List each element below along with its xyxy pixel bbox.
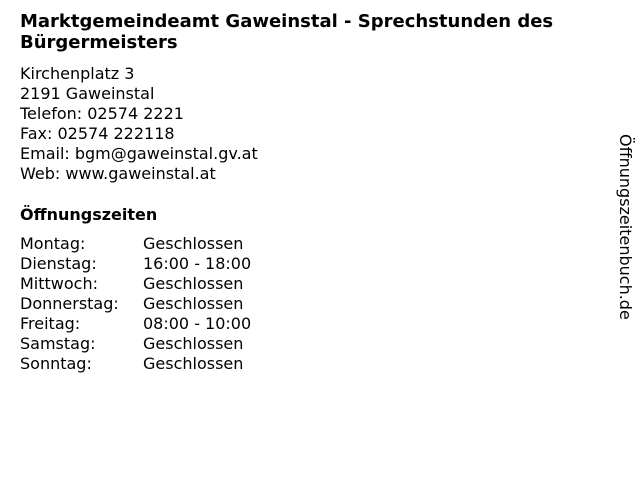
address-web: Web: www.gaweinstal.at <box>20 164 216 183</box>
page-title: Marktgemeindeamt Gaweinstal - Sprechstunden des Bürgermeisters <box>20 11 554 53</box>
hours-day: Sonntag: <box>20 354 92 373</box>
hours-row-sunday <box>20 354 251 374</box>
hours-time: Geschlossen <box>143 234 244 253</box>
hours-day: Dienstag: <box>20 254 97 273</box>
opening-hours-table <box>20 234 251 374</box>
address-city: 2191 Gaweinstal <box>20 84 155 103</box>
hours-row-saturday <box>20 334 251 354</box>
hours-day: Freitag: <box>20 314 81 333</box>
address-street: Kirchenplatz 3 <box>20 64 135 83</box>
hours-row-thursday <box>20 294 251 314</box>
address-email: Email: bgm@gaweinstal.gv.at <box>20 144 258 163</box>
hours-day: Mittwoch: <box>20 274 98 293</box>
hours-day: Montag: <box>20 234 86 253</box>
hours-day: Donnerstag: <box>20 294 119 313</box>
hours-time: Geschlossen <box>143 274 244 293</box>
hours-time: 16:00 - 18:00 <box>143 254 252 273</box>
hours-time: 08:00 - 10:00 <box>143 314 252 333</box>
hours-time: Geschlossen <box>143 354 244 373</box>
hours-row-tuesday <box>20 254 251 274</box>
hours-row-wednesday <box>20 274 251 294</box>
hours-time: Geschlossen <box>143 334 244 353</box>
address-block <box>20 64 258 184</box>
address-phone: Telefon: 02574 2221 <box>20 104 184 123</box>
hours-day: Samstag: <box>20 334 96 353</box>
hours-time: Geschlossen <box>143 294 244 313</box>
hours-row-monday <box>20 234 251 254</box>
brand-watermark: Öffnungszeitenbuch.de <box>616 134 635 320</box>
hours-row-friday <box>20 314 251 334</box>
opening-hours-heading: Öffnungszeiten <box>20 205 158 224</box>
address-fax: Fax: 02574 222118 <box>20 124 175 143</box>
